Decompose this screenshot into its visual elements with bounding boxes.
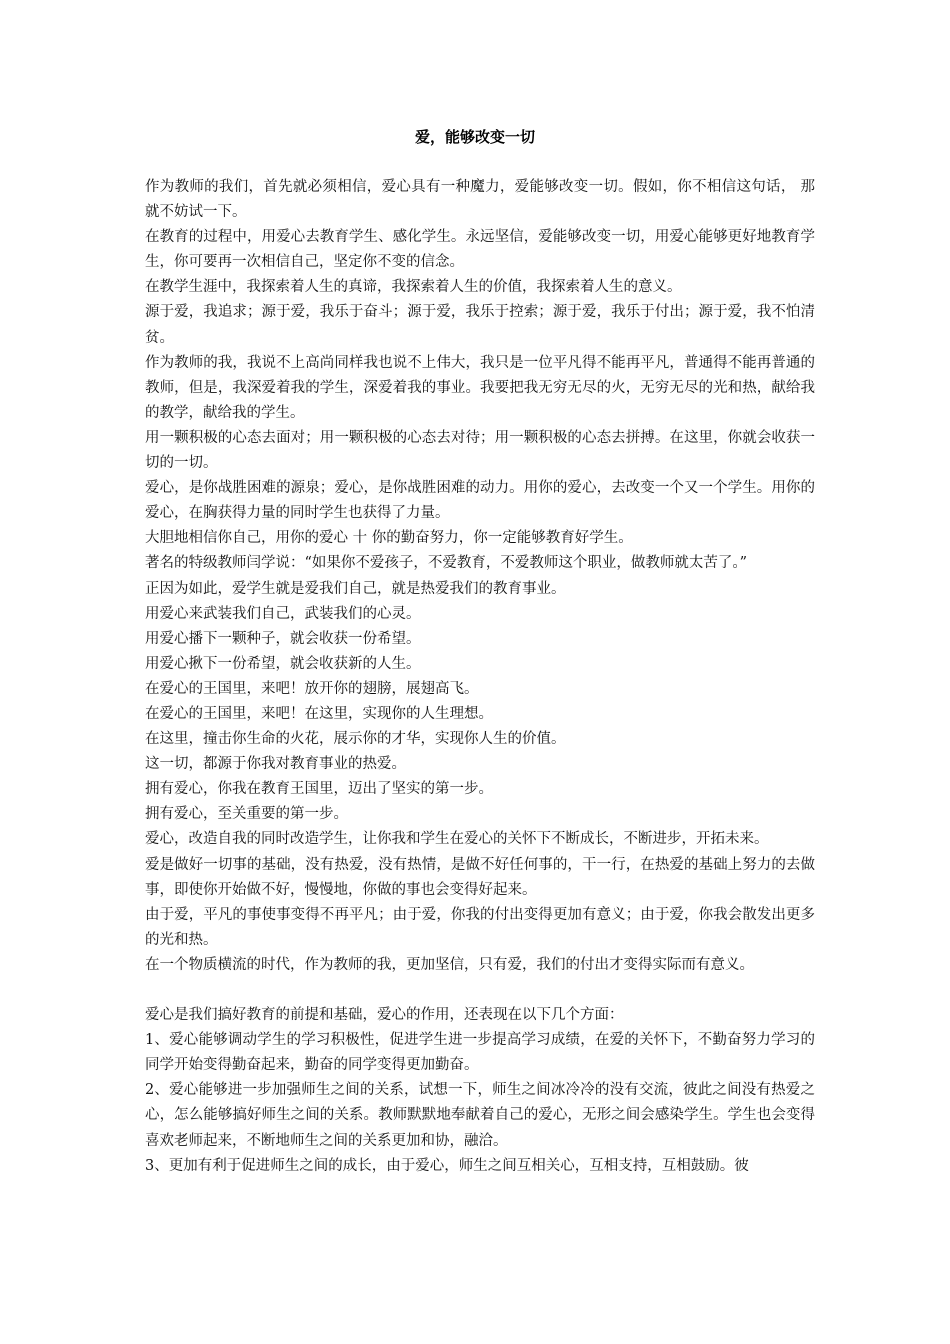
list-item: 3、更加有利于促进师生之间的成长，由于爱心，师生之间互相关心，互相支持，互相鼓励。彼	[145, 1157, 749, 1174]
paragraph: 拥有爱心，至关重要的第一步。	[145, 806, 348, 823]
paragraph: 作为教师的我，我说不上高尚同样我也说不上伟大，我只是一位平凡得不能再平凡，普通得不能再普通的教师，但是，我深爱着我的学生，深爱着我的事业。我要把我无穷无尽的火，无穷无尽的光和热，献给我的教学，献给我的学生。	[145, 354, 815, 421]
paragraph-spacer	[145, 978, 815, 1003]
paragraph: 在教学生涯中，我探索着人生的真谛，我探索着人生的价值，我探索着人生的意义。	[145, 279, 682, 296]
paragraph: 用爱心揪下一份希望，就会收获新的人生。	[145, 655, 421, 672]
paragraph: 用爱心来武装我们自己，武装我们的心灵。	[145, 605, 421, 622]
document-title: 爱，能够改变一切	[414, 128, 535, 146]
paragraph: 正因为如此，爱学生就是爱我们自己，就是热爱我们的教育事业。	[145, 580, 566, 597]
paragraph: 用爱心播下一颗种子，就会收获一份希望。	[145, 630, 421, 647]
paragraph: 爱心，改造自我的同时改造学生，让你我和学生在爱心的关怀下不断成长，不断进步，开拓未来。	[145, 831, 769, 848]
paragraph: 拥有爱心，你我在教育王国里，迈出了坚实的第一步。	[145, 781, 493, 798]
paragraph: 爱心是我们搞好教育的前提和基础，爱心的作用，还表现在以下几个方面：	[145, 1007, 624, 1024]
paragraph: 在这里，撞击你生命的火花，展示你的才华，实现你人生的价值。	[145, 731, 566, 748]
paragraph: 爱心，是你战胜困难的源泉；爱心，是你战胜困难的动力。用你的爱心，去改变一个又一个学生。用你的爱心，在胸获得力量的同时学生也获得了力量。	[145, 480, 815, 522]
paragraph: 在教育的过程中，用爱心去教育学生、感化学生。永远坚信，爱能够改变一切，用爱心能够更好地教育学生，你可要再一次相信自己，坚定你不变的信念。	[145, 229, 815, 271]
document-body	[145, 175, 815, 1179]
paragraph: 著名的特级教师闫学说：“如果你不爱孩子，不爱教育，不爱教师这个职业，做教师就太苦了。”	[145, 555, 748, 572]
list-item: 2、爱心能够进一步加强师生之间的关系，试想一下，师生之间冰冷冷的没有交流，彼此之间没有热爱之心，怎么能够搞好师生之间的关系。教师默默地奉献着自己的爱心，无形之间会感染学生。学生也会变得喜欢老师起来，不断地师生之间的关系更加和协，融洽。	[145, 1082, 815, 1149]
paragraph: 在一个物质横流的时代，作为教师的我，更加坚信，只有爱，我们的付出才变得实际而有意义。	[145, 956, 754, 973]
paragraph: 作为教师的我们，首先就必须相信，爱心具有一种魔力，爱能够改变一切。假如，你不相信这句话， 那就不妨试一下。	[145, 179, 815, 221]
paragraph: 在爱心的王国里，来吧！在这里，实现你的人生理想。	[145, 705, 493, 722]
list-item: 1、爱心能够调动学生的学习积极性，促进学生进一步提高学习成绩，在爱的关怀下，不勤奋努力学习的同学开始变得勤奋起来，勤奋的同学变得更加勤奋。	[145, 1032, 815, 1074]
paragraph: 大胆地相信你自己，用你的爱心 十 你的勤奋努力，你一定能够教育好学生。	[145, 530, 633, 547]
paragraph: 爱是做好一切事的基础，没有热爱，没有热情，是做不好任何事的，干一行，在热爱的基础上努力的去做事，即使你开始做不好，慢慢地，你做的事也会变得好起来。	[145, 856, 815, 898]
paragraph: 在爱心的王国里，来吧！放开你的翅膀，展翅高飞。	[145, 680, 479, 697]
paragraph: 源于爱，我追求；源于爱，我乐于奋斗；源于爱，我乐于控索；源于爱，我乐于付出；源于爱，我不怕清贫。	[145, 304, 815, 346]
paragraph: 由于爱，平凡的事使事变得不再平凡；由于爱，你我的付出变得更加有意义；由于爱，你我会散发出更多的光和热。	[145, 906, 815, 948]
paragraph: 这一切，都源于你我对教育事业的热爱。	[145, 756, 406, 773]
paragraph: 用一颗积极的心态去面对；用一颗积极的心态去对待；用一颗积极的心态去拼搏。在这里，你就会收获一切的一切。	[145, 429, 815, 472]
